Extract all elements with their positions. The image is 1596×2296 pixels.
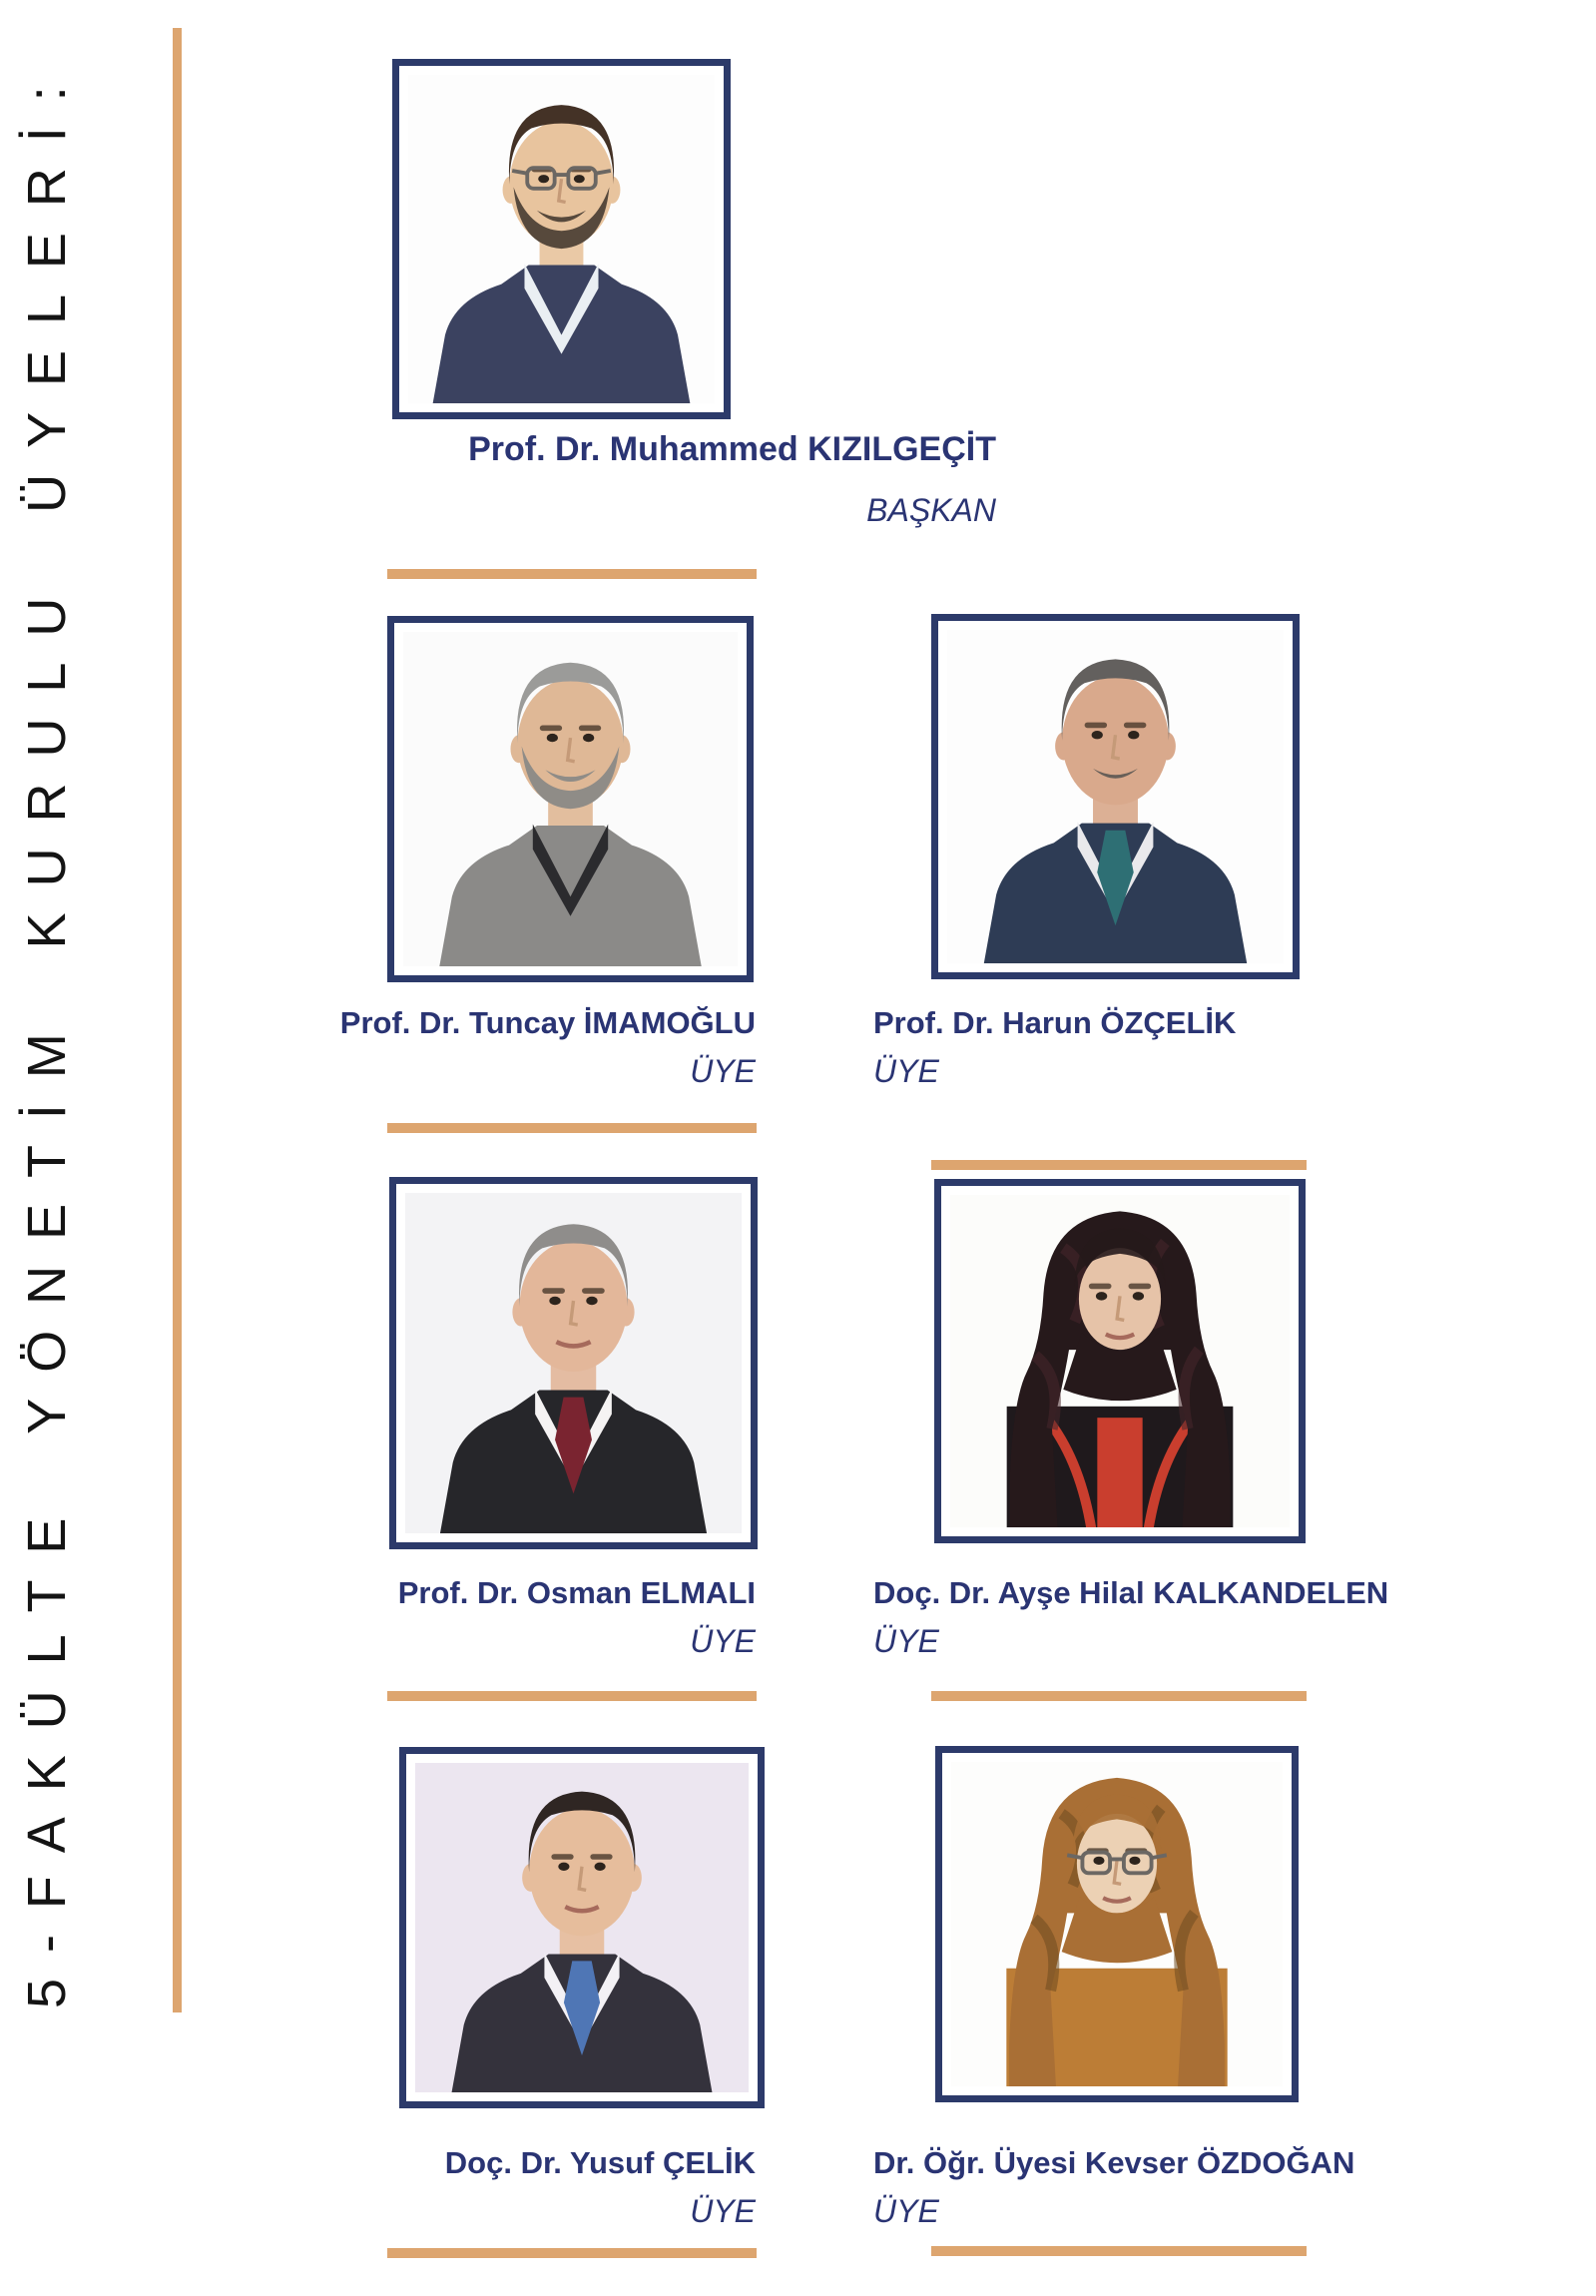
- member-name: Dr. Öğr. Üyesi Kevser ÖZDOĞAN: [873, 2145, 1355, 2180]
- section-divider-rule: [931, 1691, 1307, 1701]
- member-role: ÜYE: [873, 1053, 939, 1089]
- member-photo-frame: [931, 614, 1300, 979]
- man-gray-beard-portrait: [403, 632, 738, 966]
- member-name: Prof. Dr. Tuncay İMAMOĞLU: [339, 1005, 756, 1040]
- member-name: Prof. Dr. Muhammed KIZILGEÇİT: [468, 430, 996, 468]
- man-mustache-portrait: [947, 630, 1284, 963]
- member-role: ÜYE: [873, 1623, 939, 1659]
- member-photo-frame: [935, 1746, 1299, 2102]
- member-photo-frame: [387, 616, 754, 982]
- member-photo-frame: [934, 1179, 1306, 1543]
- section-divider-rule: [387, 2248, 757, 2258]
- section-divider-rule: [387, 1123, 757, 1133]
- member-photo-frame: [399, 1747, 765, 2108]
- man-glasses-beard-portrait: [408, 75, 715, 403]
- page-title-vertical: 5-FAKÜLTE YÖNETİM KURULU ÜYELERİ:: [17, 60, 77, 2009]
- member-role: BAŞKAN: [866, 492, 996, 528]
- member-role: ÜYE: [690, 2193, 756, 2229]
- member-name: Doç. Dr. Ayşe Hilal KALKANDELEN: [873, 1575, 1389, 1610]
- member-name: Doç. Dr. Yusuf ÇELİK: [444, 2145, 756, 2180]
- member-photo-frame: [389, 1177, 758, 1549]
- section-divider-rule: [931, 1160, 1307, 1170]
- member-role: ÜYE: [873, 2193, 939, 2229]
- section-divider-rule: [931, 2246, 1307, 2256]
- member-role: ÜYE: [690, 1623, 756, 1659]
- member-name: Prof. Dr. Harun ÖZÇELİK: [873, 1005, 1237, 1040]
- section-divider-rule: [387, 569, 757, 579]
- member-name: Prof. Dr. Osman ELMALI: [397, 1575, 756, 1610]
- woman-dark-headscarf-portrait: [950, 1195, 1290, 1527]
- member-role: ÜYE: [690, 1053, 756, 1089]
- man-red-tie-portrait: [405, 1193, 742, 1533]
- woman-patterned-headscarf-glasses-portrait: [951, 1762, 1283, 2086]
- section-divider-rule: [387, 1691, 757, 1701]
- member-photo-frame: [392, 59, 731, 419]
- man-blue-tie-portrait: [415, 1763, 749, 2092]
